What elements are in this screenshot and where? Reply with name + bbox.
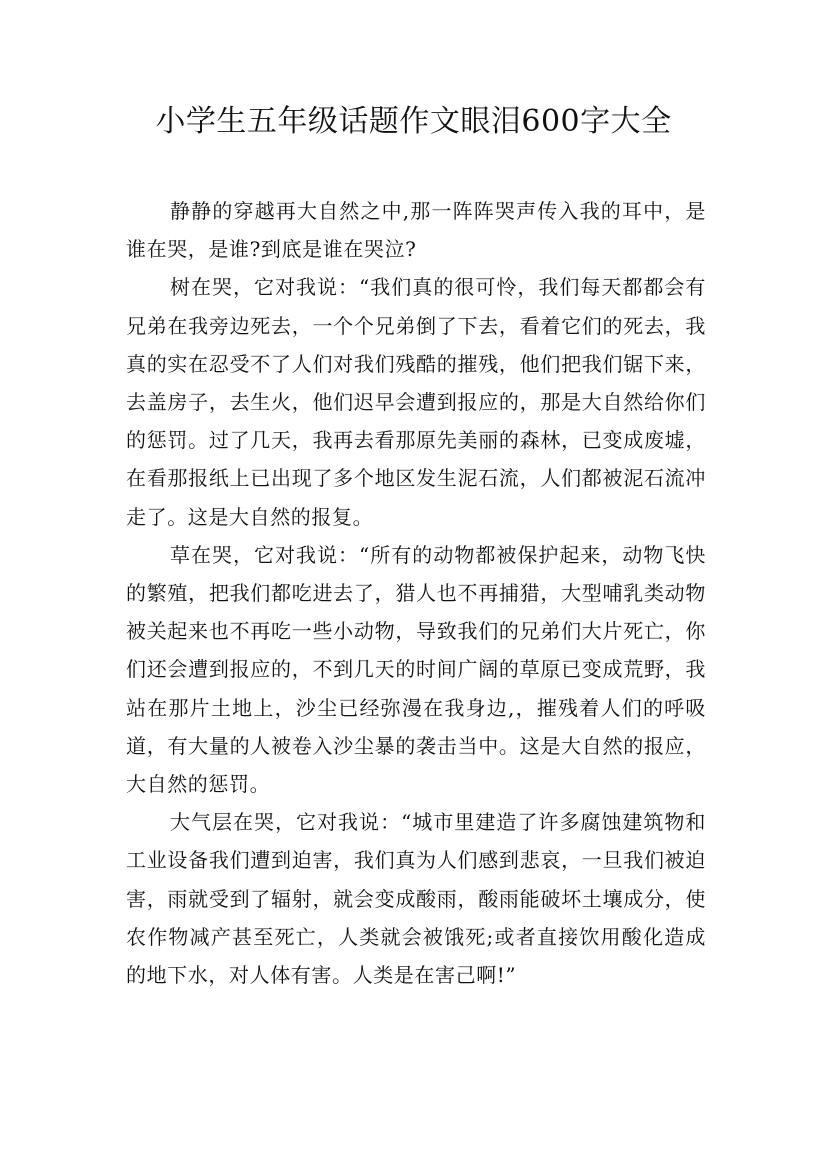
paragraph-3: 草在哭，它对我说：“所有的动物都被保护起来，动物飞快的繁殖，把我们都吃进去了，猎人也不再捕猎，大型哺乳类动物被关起来也不再吃一些小动物，导致我们的兄弟们大片死亡，你们还会遭到报应的，不到几天的时间广阔的草原已变成荒野，我站在那片土地上，沙尘已经弥漫在我身边,，摧残着人们的呼吸道，有大量的人被卷入沙尘暴的袭击当中。这是大自然的报应，大自然的惩罚。 bbox=[126, 542, 706, 797]
paragraph-1: 静静的穿越再大自然之中,那一阵阵哭声传入我的耳中，是谁在哭，是谁?到底是谁在哭泣? bbox=[126, 199, 706, 262]
paragraph-2: 树在哭，它对我说：“我们真的很可怜，我们每天都都会有兄弟在我旁边死去，一个个兄弟倒了下去，看着它们的死去，我真的实在忍受不了人们对我们残酷的摧残，他们把我们锯下来，去盖房子，去生火，他们迟早会遭到报应的，那是大自然给你们的惩罚。过了几天，我再去看那原先美丽的森林，已变成废墟，在看那报纸上已出现了多个地区发生泥石流，人们都被泥石流冲走了。这是大自然的报复。 bbox=[126, 275, 706, 529]
document-title: 小学生五年级话题作文眼泪600字大全 bbox=[155, 104, 672, 139]
paragraph-4: 大气层在哭，它对我说：“城市里建造了许多腐蚀建筑物和工业设备我们遭到迫害，我们真为人们感到悲哀，一旦我们被迫害，雨就受到了辐射，就会变成酸雨，酸雨能破坏土壤成分，使农作物减产甚至死亡，人类就会被饿死;或者直接饮用酸化造成的地下水，对人体有害。人类是在害己啊!” bbox=[126, 810, 706, 988]
document-body bbox=[126, 192, 706, 994]
